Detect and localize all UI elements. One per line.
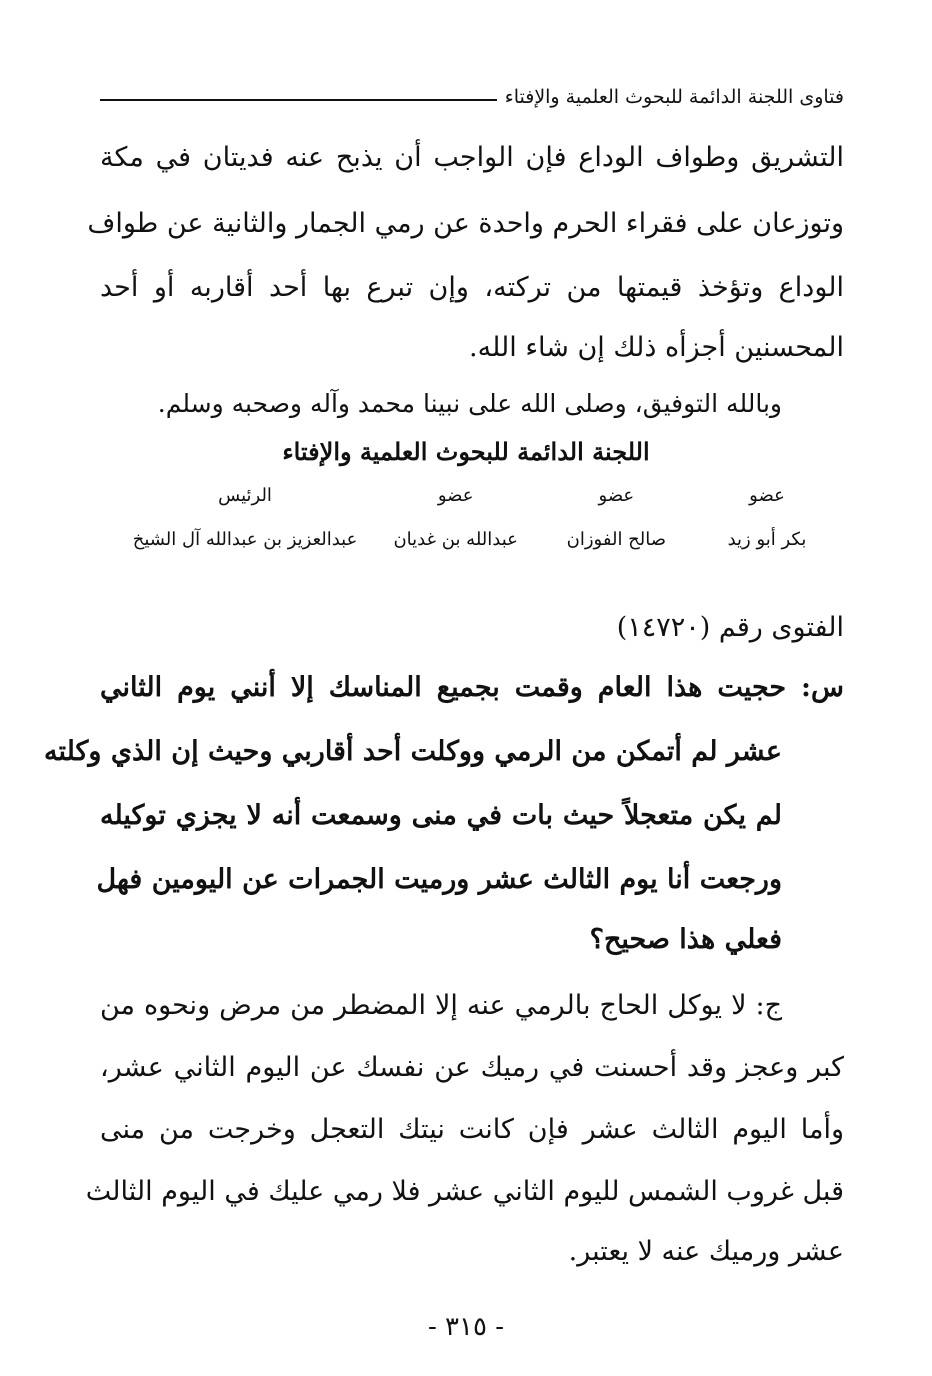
answer-line-3: وأما اليوم الثالث عشر فإن كانت نيتك التعجل وخرجت من منى bbox=[100, 1114, 844, 1145]
answer-line-4: قبل غروب الشمس لليوم الثاني عشر فلا رمي عليك في اليوم الثالث bbox=[85, 1176, 844, 1207]
paragraph1-line-3: الوداع وتؤخذ قيمتها من تركته، وإن تبرع بها أحد أقاربه أو أحد bbox=[100, 272, 844, 303]
paragraph1-line-4: المحسنين أجزأه ذلك إن شاء الله. bbox=[469, 332, 844, 363]
header-title: فتاوى اللجنة الدائمة للبحوث العلمية والإفتاء bbox=[504, 86, 844, 108]
running-header bbox=[100, 80, 844, 114]
question-line-4: ورجعت أنا يوم الثالث عشر ورميت الجمرات عن اليومين فهل bbox=[96, 864, 782, 895]
signature-name-1: بكر أبو زيد bbox=[727, 529, 807, 550]
header-rule bbox=[100, 99, 497, 101]
closing-prayer: وبالله التوفيق، وصلى الله على نبينا محمد وآله وصحبه وسلم. bbox=[157, 389, 782, 418]
signature-role-3: عضو bbox=[437, 485, 474, 506]
signature-name-3: عبدالله بن غديان bbox=[393, 529, 518, 550]
question-line-1: س: حجيت هذا العام وقمت بجميع المناسك إلا أنني يوم الثاني bbox=[100, 672, 844, 703]
committee-title: اللجنة الدائمة للبحوث العلمية والإفتاء bbox=[282, 437, 650, 466]
signature-role-1: عضو bbox=[749, 485, 785, 506]
signature-role-4: الرئيس bbox=[218, 485, 272, 506]
answer-line-1: ج: لا يوكل الحاج بالرمي عنه إلا المضطر من مرض ونحوه من bbox=[100, 990, 782, 1021]
signature-name-4: عبدالعزيز بن عبدالله آل الشيخ bbox=[132, 529, 358, 550]
question-line-5: فعلي هذا صحيح؟ bbox=[589, 924, 782, 955]
answer-line-5: عشر ورميك عنه لا يعتبر. bbox=[568, 1236, 844, 1267]
page-number: - ٣١٥ - bbox=[427, 1312, 505, 1342]
question-line-3: لم يكن متعجلاً حيث بات في منى وسمعت أنه لا يجزي توكيله bbox=[100, 800, 782, 831]
paragraph1-line-2: وتوزعان على فقراء الحرم واحدة عن رمي الجمار والثانية عن طواف bbox=[87, 208, 844, 239]
signature-names bbox=[130, 526, 832, 554]
signature-name-2: صالح الفوزان bbox=[566, 529, 667, 550]
signature-roles bbox=[130, 482, 832, 510]
question-line-2: عشر لم أتمكن من الرمي ووكلت أحد أقاربي وحيث إن الذي وكلته bbox=[43, 736, 782, 767]
signature-role-2: عضو bbox=[598, 485, 635, 506]
fatwa-number: الفتوى رقم (١٤٧٢٠) bbox=[616, 612, 844, 643]
paragraph1-line-1: التشريق وطواف الوداع فإن الواجب أن يذبح عنه فديتان في مكة bbox=[100, 142, 844, 173]
answer-line-2: كبر وعجز وقد أحسنت في رميك عن نفسك عن اليوم الثاني عشر، bbox=[100, 1052, 844, 1083]
